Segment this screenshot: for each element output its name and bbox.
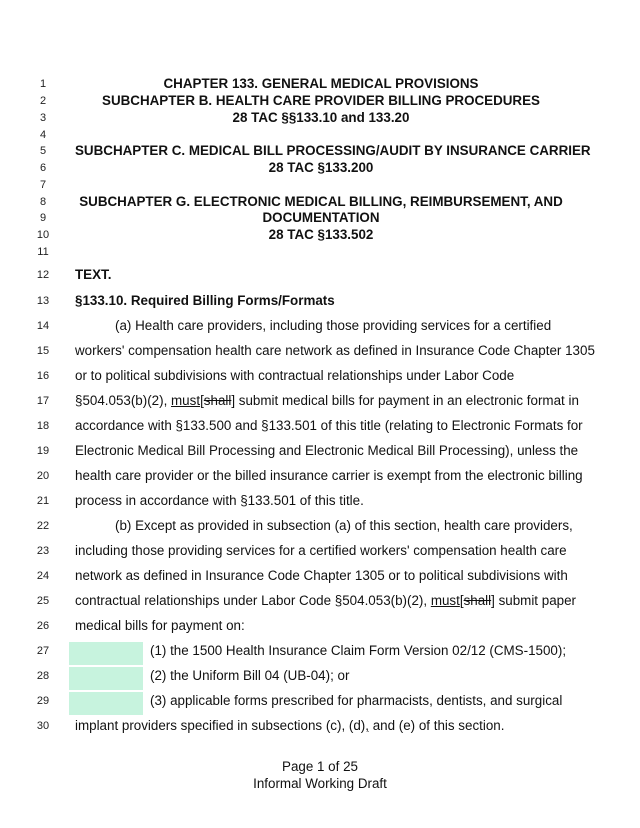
deleted-text: shall — [203, 393, 232, 408]
paragraph-a-line: accordance with §133.500 and §133.501 of this title (relating to Electronic Formats for — [75, 418, 583, 433]
subchapter-b-title: SUBCHAPTER B. HEALTH CARE PROVIDER BILLING PROCEDURES — [102, 93, 540, 108]
line-number-2: 2 — [39, 95, 47, 107]
list-item-3: (3) applicable forms prescribed for pharmacists, dentists, and surgical — [150, 693, 563, 708]
line-number-6: 6 — [39, 162, 47, 174]
subchapter-g-title: SUBCHAPTER G. ELECTRONIC MEDICAL BILLING, REIMBURSEMENT, AND — [79, 194, 563, 209]
line-number-30: 30 — [36, 720, 50, 732]
inserted-text: must — [171, 393, 201, 408]
text-segment: ] submit medical bills for payment in an electronic format in — [231, 393, 579, 408]
text-segment: and (e) of this section. — [368, 718, 505, 733]
section-heading: §133.10. Required Billing Forms/Formats — [75, 293, 335, 308]
subchapter-c-title: SUBCHAPTER C. MEDICAL BILL PROCESSING/AUDIT BY INSURANCE CARRIER — [75, 143, 591, 158]
line-number-11: 11 — [37, 246, 49, 258]
paragraph-a-line: process in accordance with §133.501 of this title. — [75, 493, 364, 508]
line-number-15: 15 — [36, 345, 50, 357]
line-number-25: 25 — [36, 595, 50, 607]
line-number-14: 14 — [36, 320, 50, 332]
line-number-12: 12 — [36, 269, 50, 281]
line-number-20: 20 — [36, 470, 50, 482]
line-number-27: 27 — [36, 645, 50, 657]
paragraph-a-line: (a) Health care providers, including those providing services for a certified — [115, 318, 552, 333]
line-number-10: 10 — [36, 229, 50, 241]
line-number-8: 8 — [39, 196, 47, 208]
subchapter-b-citation: 28 TAC §§133.10 and 133.20 — [232, 110, 410, 125]
line-number-9: 9 — [39, 212, 47, 224]
paragraph-b-line-amended — [75, 593, 576, 608]
subchapter-g-citation: 28 TAC §133.502 — [268, 227, 374, 242]
paragraph-a-line-amended — [75, 393, 579, 408]
line-number-28: 28 — [36, 670, 50, 682]
paragraph-b-line: medical bills for payment on: — [75, 618, 245, 633]
bracket-open: [ — [459, 593, 464, 608]
line-number-5: 5 — [39, 145, 47, 157]
line-number-17: 17 — [36, 395, 50, 407]
text-segment: contractual relationships under Labor Code §504.053(b)(2), — [75, 593, 431, 608]
line-number-21: 21 — [36, 495, 50, 507]
page-number: Page 1 of 25 — [282, 759, 358, 774]
list-item-3-cont — [75, 718, 504, 733]
line-number-19: 19 — [36, 445, 50, 457]
paragraph-a-line: health care provider or the billed insurance carrier is exempt from the electronic billing — [75, 468, 583, 483]
highlight-mark — [69, 692, 143, 715]
list-item-1: (1) the 1500 Health Insurance Claim Form Version 02/12 (CMS-1500); — [150, 643, 567, 658]
paragraph-a-line: or to political subdivisions with contractual relationships under Labor Code — [75, 368, 515, 383]
line-number-22: 22 — [36, 520, 50, 532]
text-segment: ] submit paper — [491, 593, 576, 608]
subchapter-g-title-cont: DOCUMENTATION — [262, 210, 380, 225]
text-segment: §504.053(b)(2), — [75, 393, 172, 408]
paragraph-a-line: Electronic Medical Bill Processing and Electronic Medical Bill Processing), unless the — [75, 443, 579, 458]
paragraph-b-line: including those providing services for a certified workers' compensation health care — [75, 543, 567, 558]
line-number-29: 29 — [36, 695, 50, 707]
text-heading: TEXT. — [75, 267, 112, 282]
subchapter-c-citation: 28 TAC §133.200 — [268, 160, 374, 175]
highlight-mark — [69, 642, 143, 665]
highlight-mark — [69, 667, 143, 690]
bracket-open: [ — [200, 393, 204, 408]
line-number-4: 4 — [39, 129, 47, 141]
deleted-text: shall — [463, 593, 492, 608]
chapter-title: CHAPTER 133. GENERAL MEDICAL PROVISIONS — [163, 76, 479, 91]
line-number-3: 3 — [39, 112, 47, 124]
paragraph-a-line: workers' compensation health care network as defined in Insurance Code Chapter 1305 — [75, 343, 595, 358]
paragraph-b-line: (b) Except as provided in subsection (a) of this section, health care providers, — [115, 518, 573, 533]
text-segment: implant providers specified in subsections (c), (d) — [75, 718, 366, 733]
inserted-text: must — [430, 593, 460, 608]
line-number-16: 16 — [36, 370, 50, 382]
inserted-text: , — [365, 718, 369, 733]
line-number-23: 23 — [36, 545, 50, 557]
line-number-26: 26 — [36, 620, 50, 632]
line-number-24: 24 — [36, 570, 50, 582]
paragraph-b-line: network as defined in Insurance Code Chapter 1305 or to political subdivisions with — [75, 568, 568, 583]
draft-status: Informal Working Draft — [253, 776, 387, 791]
line-number-13: 13 — [36, 295, 50, 307]
line-number-18: 18 — [36, 420, 50, 432]
line-number-7: 7 — [39, 179, 47, 191]
line-number-1: 1 — [39, 78, 47, 90]
list-item-2: (2) the Uniform Bill 04 (UB-04); or — [150, 668, 350, 683]
